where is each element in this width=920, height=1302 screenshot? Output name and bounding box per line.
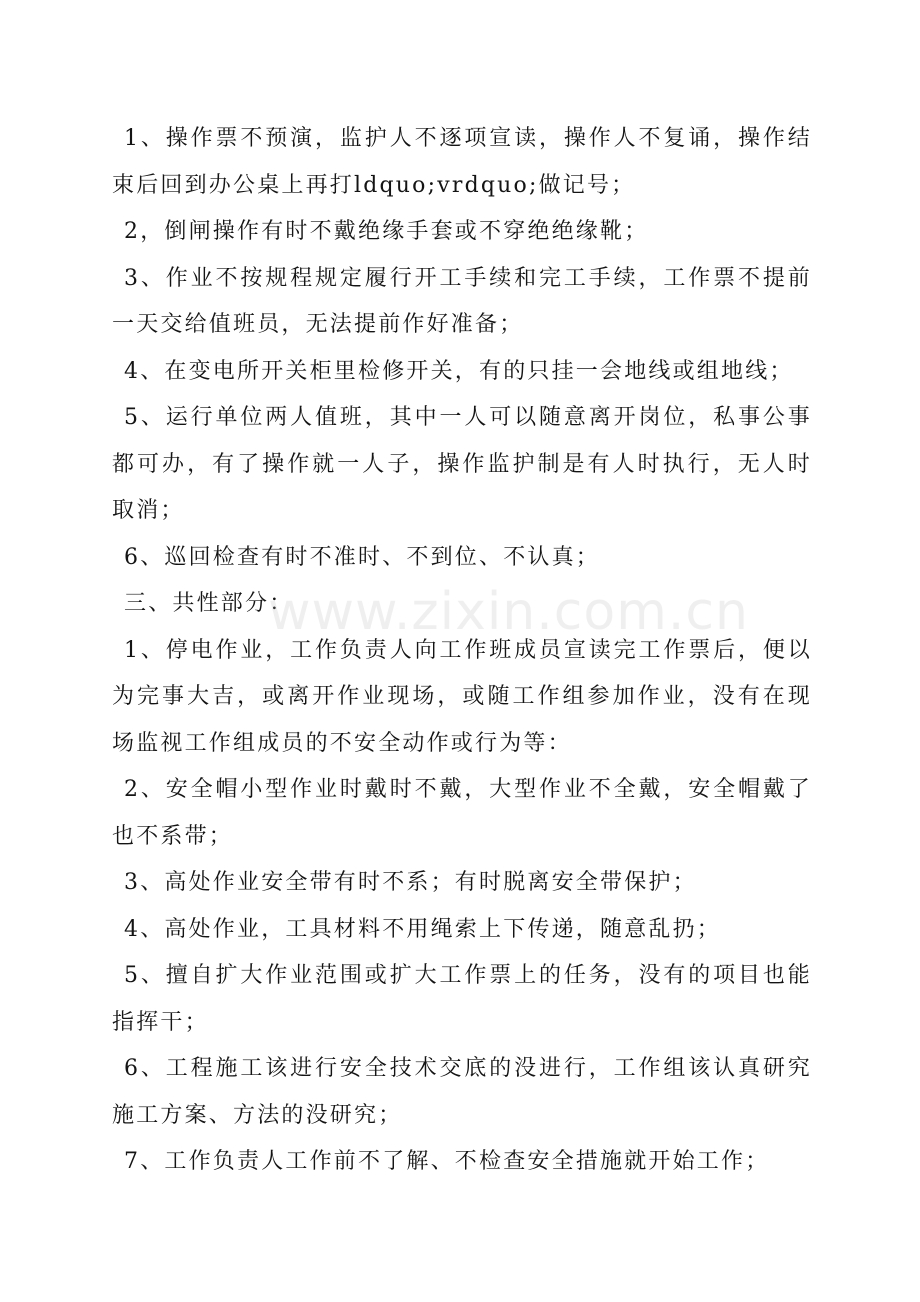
paragraph: 2、安全帽小型作业时戴时不戴，大型作业不全戴，安全帽戴了也不系带； bbox=[112, 777, 812, 849]
paragraph: 4、在变电所开关柜里检修开关，有的只挂一会地线或组地线； bbox=[124, 358, 794, 384]
paragraph: 1、操作票不预演，监护人不逐项宣读，操作人不复诵，操作结束后回到办公桌上再打ldquo;vrdquo;做记号； bbox=[112, 126, 812, 198]
document-body bbox=[112, 116, 812, 1186]
paragraph: 7、工作负责人工作前不了解、不检查安全措施就开始工作； bbox=[124, 1149, 770, 1174]
paragraph: 5、运行单位两人值班，其中一人可以随意离开岗位，私事公事都可办，有了操作就一人子，操作监护制是有人时执行，无人时取消； bbox=[112, 405, 812, 523]
paragraph: 2，倒闸操作有时不戴绝缘手套或不穿绝绝缘靴； bbox=[124, 219, 649, 244]
paragraph: 3、高处作业安全带有时不系；有时脱离安全带保护； bbox=[124, 870, 697, 895]
paragraph: 4、高处作业，工具材料不用绳索上下传递，随意乱扔； bbox=[124, 916, 721, 942]
paragraph: 3、作业不按规程规定履行开工手续和完工手续，工作票不提前一天交给值班员，无法提前作好准备； bbox=[112, 265, 812, 337]
paragraph: 6、工程施工该进行安全技术交底的没进行，工作组该认真研究施工方案、方法的没研究； bbox=[112, 1056, 812, 1128]
watermark: www.zixin.com.cn bbox=[268, 582, 749, 642]
section-heading: 三、共性部分： bbox=[124, 591, 294, 616]
paragraph: 1、停电作业，工作负责人向工作班成员宣读完工作票后，便以为完事大吉，或离开作业现场，或随工作组参加作业，没有在现场监视工作组成员的不安全动作或行为等： bbox=[112, 637, 812, 756]
paragraph: 5、擅自扩大作业范围或扩大工作票上的任务，没有的项目也能指挥干； bbox=[112, 963, 812, 1035]
paragraph: 6、巡回检查有时不准时、不到位、不认真； bbox=[124, 544, 600, 570]
